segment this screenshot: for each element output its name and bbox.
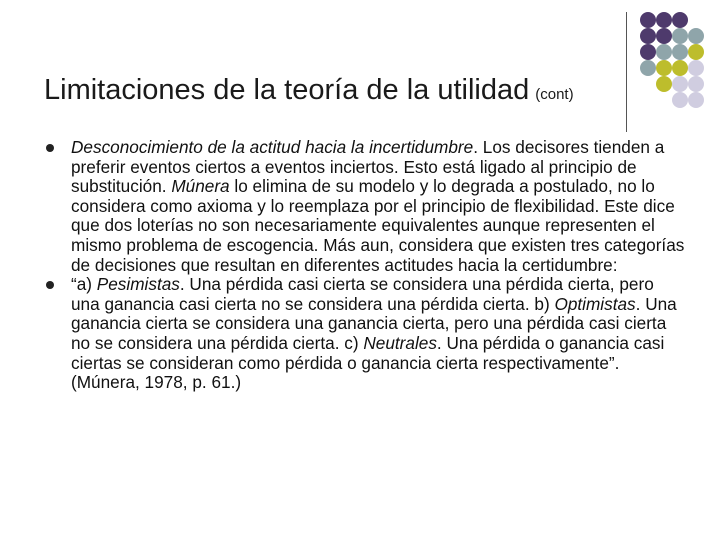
decorative-dot [656, 76, 672, 92]
decorative-dot [672, 60, 688, 76]
bullet-dot-icon [46, 144, 54, 152]
bullet-emphasis-text: Pesimistas [96, 274, 180, 295]
decorative-dot [688, 92, 704, 108]
slide-title-suffix: (cont) [535, 86, 574, 103]
bullet-emphasis-text: Múnera [171, 176, 230, 197]
bullet-item [46, 138, 686, 275]
decorative-dot [656, 28, 672, 44]
bullet-item [46, 275, 686, 393]
decorative-dot [672, 12, 688, 28]
bullet-emphasis-text: Optimistas [554, 293, 636, 314]
bullet-text: lo elimina de su modelo y lo degrada a postulado, no lo considera como axioma y lo reemplaza por el principio de flexibilidad. Este dice que dos loterías no son necesariamente equivalentes aunque representen el mismo problema de escogencia. Más aun, considera que existen tres categorías de decisiones que resultan en diferentes actitudes hacia la certidumbre: [71, 176, 685, 275]
bullet-list [46, 138, 686, 393]
slide-title [44, 74, 574, 107]
bullet-emphasis-text: Desconocimiento de la actitud hacia la incertidumbre [71, 137, 474, 157]
bullet-text: . Una pérdida o ganancia casi ciertas se consideran como pérdida o ganancia cierta respectivamente”. (Múnera, 1978, p. 61.) [71, 332, 665, 393]
decorative-dot [672, 28, 688, 44]
decorative-dot [688, 60, 704, 76]
slide-title-text: Limitaciones de la teoría de la utilidad [44, 74, 530, 106]
bullet-text: “a) [71, 274, 97, 295]
decorative-dot [688, 28, 704, 44]
bullet-text: . Una pérdida casi cierta se considera una pérdida cierta, pero una ganancia casi cierta no se considera una pérdida cierta. b) [71, 274, 654, 314]
bullet-emphasis-text: Neutrales [363, 332, 437, 353]
decorative-dot [672, 76, 688, 92]
decorative-dot [640, 28, 656, 44]
bullet-dot-icon [46, 281, 54, 289]
decorative-dot [640, 60, 656, 76]
decorative-dot [656, 60, 672, 76]
title-divider-line [626, 12, 627, 132]
decorative-dot [640, 12, 656, 28]
decorative-dot [688, 44, 704, 60]
decorative-dot [656, 12, 672, 28]
decorative-dot [640, 44, 656, 60]
decorative-dot [688, 76, 704, 92]
bullet-text: . Los decisores tienden a preferir eventos ciertos a eventos inciertos. Esto está ligado al principio de substitución. [71, 137, 665, 197]
decorative-dot [672, 92, 688, 108]
decorative-dot [672, 44, 688, 60]
bullet-text: . Una ganancia cierta se considera una ganancia cierta, pero una pérdida casi cierta no se considera una pérdida cierta. c) [71, 293, 677, 353]
decorative-dot [656, 44, 672, 60]
